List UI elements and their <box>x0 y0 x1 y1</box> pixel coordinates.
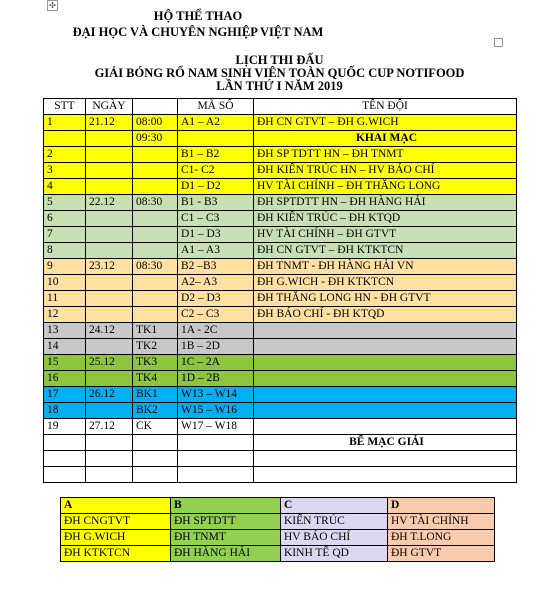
schedule-row <box>44 451 517 467</box>
code-cell: A2– A3 <box>178 275 254 291</box>
time-cell: 08:30 <box>133 195 178 211</box>
date-cell: 22.12 <box>86 195 133 211</box>
legend-team-cell: HV BÁO CHÍ <box>281 530 388 546</box>
teams-cell: ĐH TNMT - ĐH HÀNG HẢI VN <box>254 259 517 275</box>
teams-cell <box>254 403 517 419</box>
schedule-row <box>44 259 517 275</box>
time-cell <box>133 227 178 243</box>
date-cell <box>86 307 133 323</box>
date-cell <box>86 131 133 147</box>
legend-row <box>61 530 495 546</box>
date-cell <box>86 291 133 307</box>
date-cell: 24.12 <box>86 323 133 339</box>
time-cell: CK <box>133 419 178 435</box>
teams-cell <box>254 355 517 371</box>
date-cell <box>86 339 133 355</box>
schedule-row <box>44 387 517 403</box>
date-cell: 25.12 <box>86 355 133 371</box>
stt-cell: 11 <box>44 291 86 307</box>
time-cell <box>133 467 178 483</box>
time-cell <box>133 275 178 291</box>
legend-row <box>61 546 495 562</box>
legend-team-cell: ĐH T.LONG <box>388 530 495 546</box>
code-cell: C1 – C3 <box>178 211 254 227</box>
time-cell <box>133 451 178 467</box>
stt-cell: 13 <box>44 323 86 339</box>
stt-cell: 18 <box>44 403 86 419</box>
date-cell: 26.12 <box>86 387 133 403</box>
teams-cell: ĐH BÁO CHÍ - ĐH KTQD <box>254 307 517 323</box>
legend-body <box>61 498 495 562</box>
stt-cell: 2 <box>44 147 86 163</box>
date-cell <box>86 179 133 195</box>
schedule-body <box>44 115 517 483</box>
date-cell <box>86 467 133 483</box>
time-cell <box>133 243 178 259</box>
teams-cell <box>254 371 517 387</box>
time-cell <box>133 435 178 451</box>
legend-group-label: C <box>281 498 388 514</box>
code-cell: C2 – C3 <box>178 307 254 323</box>
teams-cell: ĐH CN GTVT – ĐH G.WICH <box>254 115 517 131</box>
title-line-1: LỊCH THI ĐẤU <box>235 53 324 67</box>
code-cell: B1 - B3 <box>178 195 254 211</box>
date-cell: 27.12 <box>86 419 133 435</box>
stt-cell: 17 <box>44 387 86 403</box>
schedule-row <box>44 211 517 227</box>
schedule-row <box>44 131 517 147</box>
schedule-row <box>44 371 517 387</box>
header-date: NGÀY <box>86 99 133 115</box>
date-cell <box>86 227 133 243</box>
legend-team-cell: ĐH SPTDTT <box>171 514 281 530</box>
stt-cell: 4 <box>44 179 86 195</box>
header-code: MÃ SỐ <box>178 99 254 115</box>
schedule-row <box>44 243 517 259</box>
stt-cell: 14 <box>44 339 86 355</box>
stt-cell: 7 <box>44 227 86 243</box>
time-cell: BK2 <box>133 403 178 419</box>
code-cell: W15 – W16 <box>178 403 254 419</box>
legend-row <box>61 514 495 530</box>
time-cell: 09:30 <box>133 131 178 147</box>
code-cell: 1A - 2C <box>178 323 254 339</box>
stt-cell: 12 <box>44 307 86 323</box>
group-legend-table <box>60 497 495 562</box>
time-cell: TK1 <box>133 323 178 339</box>
teams-cell <box>254 419 517 435</box>
schedule-row <box>44 403 517 419</box>
date-cell <box>86 435 133 451</box>
code-cell <box>178 131 254 147</box>
code-cell: W13 – W14 <box>178 387 254 403</box>
stt-cell: 6 <box>44 211 86 227</box>
date-cell <box>86 403 133 419</box>
teams-cell: HV TÀI CHÍNH – ĐH THĂNG LONG <box>254 179 517 195</box>
teams-cell <box>254 323 517 339</box>
stt-cell: 16 <box>44 371 86 387</box>
stt-cell <box>44 131 86 147</box>
legend-team-cell: HV TÀI CHÍNH <box>388 514 495 530</box>
date-cell <box>86 147 133 163</box>
code-cell <box>178 451 254 467</box>
schedule-row <box>44 467 517 483</box>
legend-team-cell: ĐH KTKTCN <box>61 546 171 562</box>
teams-cell <box>254 339 517 355</box>
schedule-row <box>44 323 517 339</box>
document-title <box>44 54 515 93</box>
time-cell: BK1 <box>133 387 178 403</box>
code-cell: 1C – 2A <box>178 355 254 371</box>
time-cell <box>133 147 178 163</box>
stt-cell <box>44 467 86 483</box>
schedule-row <box>44 291 517 307</box>
date-cell <box>86 243 133 259</box>
time-cell <box>133 211 178 227</box>
legend-group-label: D <box>388 498 495 514</box>
schedule-row <box>44 419 517 435</box>
legend-team-cell: KIẾN TRÚC <box>281 514 388 530</box>
teams-cell <box>254 467 517 483</box>
schedule-row <box>44 275 517 291</box>
teams-cell: HV TÀI CHÍNH – ĐH GTVT <box>254 227 517 243</box>
schedule-row <box>44 179 517 195</box>
time-cell <box>133 179 178 195</box>
code-cell: D1 – D2 <box>178 179 254 195</box>
date-cell <box>86 163 133 179</box>
teams-cell: KHAI MẠC <box>254 131 517 147</box>
date-cell <box>86 211 133 227</box>
teams-cell <box>254 451 517 467</box>
legend-team-cell: ĐH GTVT <box>388 546 495 562</box>
time-cell: TK3 <box>133 355 178 371</box>
teams-cell <box>254 387 517 403</box>
stt-cell: 3 <box>44 163 86 179</box>
teams-cell: ĐH KIẾN TRÚC – ĐH KTQD <box>254 211 517 227</box>
legend-team-cell: KINH TẾ QD <box>281 546 388 562</box>
teams-cell: ĐH KIẾN TRÚC HN – HV BÁO CHÍ <box>254 163 517 179</box>
time-cell: TK2 <box>133 339 178 355</box>
organization-header <box>68 8 328 40</box>
title-line-3: LẦN THỨ I NĂM 2019 <box>216 79 343 93</box>
code-cell: C1- C2 <box>178 163 254 179</box>
stt-cell <box>44 451 86 467</box>
code-cell: A1 – A2 <box>178 115 254 131</box>
date-cell <box>86 371 133 387</box>
code-cell: 1B – 2D <box>178 339 254 355</box>
schedule-row <box>44 115 517 131</box>
date-cell <box>86 451 133 467</box>
code-cell <box>178 467 254 483</box>
code-cell: D1 – D3 <box>178 227 254 243</box>
stt-cell: 19 <box>44 419 86 435</box>
time-cell: 08:30 <box>133 259 178 275</box>
stt-cell: 9 <box>44 259 86 275</box>
header-time <box>133 99 178 115</box>
move-anchor-icon[interactable]: ✣ <box>47 0 58 11</box>
header-stt: STT <box>44 99 86 115</box>
date-cell: 21.12 <box>86 115 133 131</box>
teams-cell: ĐH THĂNG LONG HN - ĐH GTVT <box>254 291 517 307</box>
time-cell <box>133 291 178 307</box>
code-cell: 1D – 2B <box>178 371 254 387</box>
teams-cell: ĐH SPTDTT HN – ĐH HÀNG HẢI <box>254 195 517 211</box>
schedule-row <box>44 307 517 323</box>
schedule-row <box>44 147 517 163</box>
header-teams: TÊN ĐỘI <box>254 99 517 115</box>
time-cell <box>133 307 178 323</box>
code-cell: D2 – D3 <box>178 291 254 307</box>
schedule-header-row <box>44 99 517 115</box>
stt-cell: 5 <box>44 195 86 211</box>
org-line-2: ĐẠI HỌC VÀ CHUYÊN NGHIỆP VIỆT NAM <box>72 25 324 39</box>
resize-handle-icon[interactable] <box>494 38 503 47</box>
date-cell <box>86 275 133 291</box>
schedule-row <box>44 435 517 451</box>
code-cell: B2 –B3 <box>178 259 254 275</box>
legend-team-cell: ĐH HÀNG HẢI <box>171 546 281 562</box>
teams-cell: ĐH SP TDTT HN – ĐH TNMT <box>254 147 517 163</box>
schedule-row <box>44 163 517 179</box>
teams-cell: ĐH CN GTVT – ĐH KTKTCN <box>254 243 517 259</box>
code-cell: W17 – W18 <box>178 419 254 435</box>
stt-cell <box>44 435 86 451</box>
time-cell: 08:00 <box>133 115 178 131</box>
title-line-2: GIẢI BÓNG RỔ NAM SINH VIÊN TOÀN QUỐC CUP NOTIFOOD <box>94 66 465 80</box>
legend-team-cell: ĐH TNMT <box>171 530 281 546</box>
stt-cell: 8 <box>44 243 86 259</box>
code-cell: A1 – A3 <box>178 243 254 259</box>
teams-cell: BẾ MẠC GIẢI <box>254 435 517 451</box>
schedule-row <box>44 339 517 355</box>
legend-team-cell: ĐH G.WICH <box>61 530 171 546</box>
legend-group-label: A <box>61 498 171 514</box>
org-line-1: HỘ THỂ THAO <box>153 9 243 23</box>
stt-cell: 1 <box>44 115 86 131</box>
schedule-row <box>44 195 517 211</box>
stt-cell: 15 <box>44 355 86 371</box>
time-cell <box>133 163 178 179</box>
schedule-row <box>44 355 517 371</box>
schedule-row <box>44 227 517 243</box>
legend-group-label: B <box>171 498 281 514</box>
date-cell: 23.12 <box>86 259 133 275</box>
code-cell: B1 – B2 <box>178 147 254 163</box>
legend-header-row <box>61 498 495 514</box>
legend-team-cell: ĐH CNGTVT <box>61 514 171 530</box>
code-cell <box>178 435 254 451</box>
stt-cell: 10 <box>44 275 86 291</box>
time-cell: TK4 <box>133 371 178 387</box>
teams-cell: ĐH G.WICH - ĐH KTKTCN <box>254 275 517 291</box>
schedule-table <box>43 98 517 483</box>
